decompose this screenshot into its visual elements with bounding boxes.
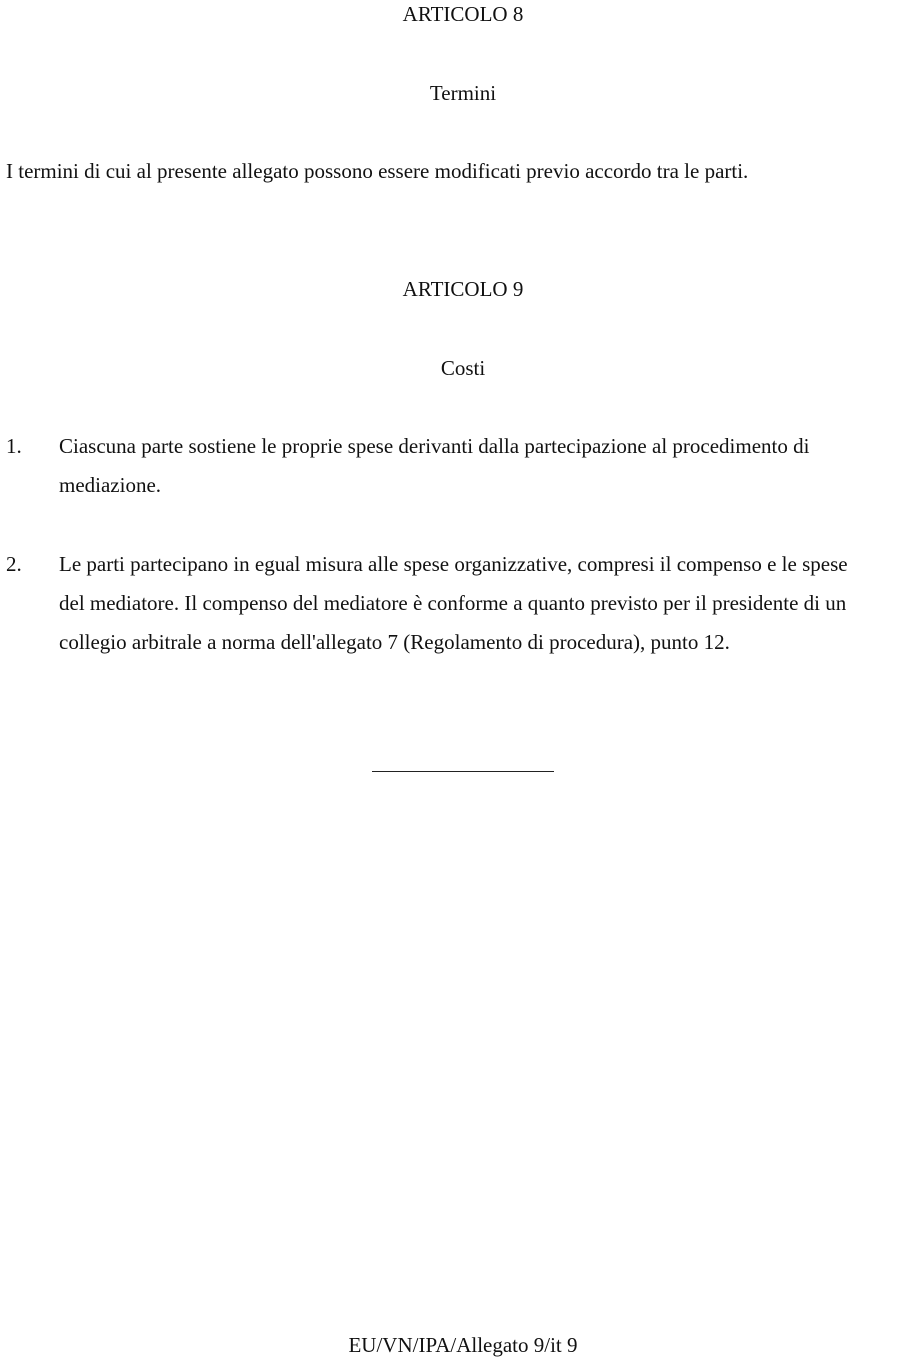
article-8-title: Termini bbox=[429, 81, 497, 105]
item-2-paragraph bbox=[59, 545, 920, 662]
article-9-heading: ARTICOLO 9 bbox=[402, 277, 524, 301]
item-1-line-2: mediazione. bbox=[59, 473, 162, 497]
item-2-number: 2. bbox=[6, 552, 22, 576]
item-2-line-3: collegio arbitrale a norma dell'allegato 7 (Regolamento di procedura), punto 12. bbox=[59, 630, 730, 654]
article-9-title: Costi bbox=[440, 356, 486, 380]
article-8-text: I termini di cui al presente allegato possono essere modificati previo accordo tra le parti. bbox=[6, 159, 749, 183]
item-1-number: 1. bbox=[6, 434, 22, 458]
item-2-line-2: del mediatore. Il compenso del mediatore è conforme a quanto previsto per il presidente di un bbox=[59, 591, 847, 615]
article-8-heading: ARTICOLO 8 bbox=[402, 2, 524, 26]
item-1-line-1: Ciascuna parte sostiene le proprie spese derivanti dalla partecipazione al procedimento di bbox=[59, 434, 810, 458]
item-1-paragraph bbox=[59, 427, 920, 505]
footer-reference: EU/VN/IPA/Allegato 9/it 9 bbox=[348, 1333, 578, 1357]
end-of-text-rule bbox=[372, 771, 554, 772]
item-2-line-1: Le parti partecipano in egual misura alle spese organizzative, compresi il compenso e le spese bbox=[59, 552, 848, 576]
